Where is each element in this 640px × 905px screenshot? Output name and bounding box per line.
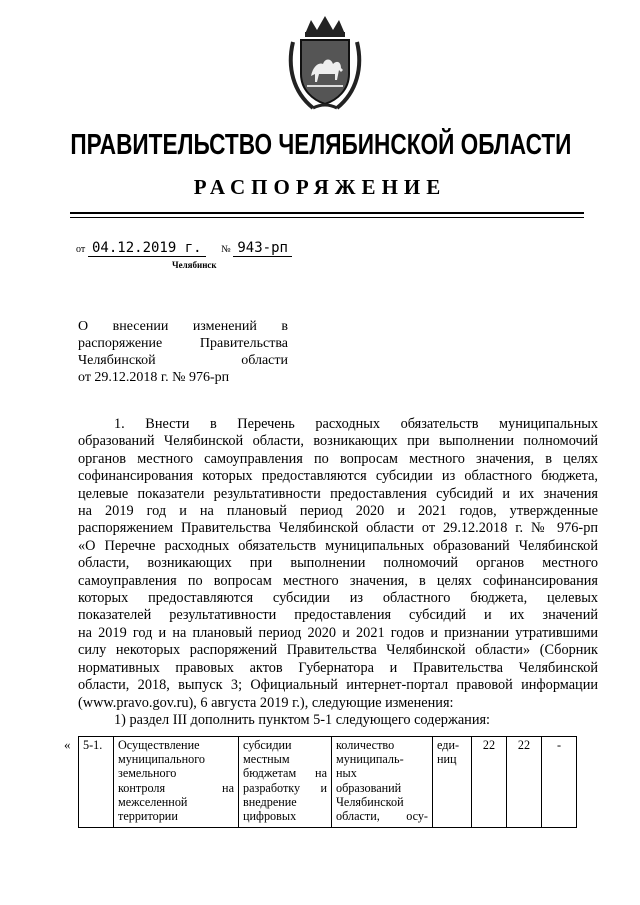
body-line: силу некоторых распоряжений Правительства Челябинской области» (Сборник bbox=[78, 642, 598, 659]
body-line: софинансирования которых предоставляются субсидии из областного бюджета, bbox=[78, 468, 598, 485]
document-type-title: РАСПОРЯЖЕНИЕ bbox=[193, 175, 447, 199]
document-date: 04.12.2019 г. bbox=[88, 241, 206, 257]
cell-value-2019: 22 bbox=[472, 737, 507, 828]
body-line: целевые показатели результативности предоставления субсидий и их значения bbox=[78, 485, 598, 502]
table-row bbox=[79, 737, 577, 828]
cell-number: 5-1. bbox=[79, 737, 114, 828]
body-line: самоуправления по вопросам местного значения, в целях софинансирования bbox=[78, 572, 598, 589]
body-line: области, 2018, выпуск 3; Официальный интернет-портал правовой информации bbox=[78, 677, 598, 694]
cell-subsidy: субсидии местным бюджетам на разработку и внедрение цифровых bbox=[239, 737, 332, 828]
body-line: «О Перечне расходных обязательств муниципальных образований Челябинской bbox=[78, 537, 598, 554]
body-text bbox=[78, 416, 598, 729]
subject-line: Челябинской области bbox=[78, 353, 288, 368]
body-line: 1) раздел III дополнить пунктом 5-1 следующего содержания: bbox=[114, 711, 491, 728]
body-line: на 2019 год и на плановый период 2020 и 2021 годов, утвержденные bbox=[78, 503, 598, 520]
body-line: 1. Внести в Перечень расходных обязательств муниципальных bbox=[114, 416, 598, 432]
body-line: органов местного самоуправления по вопросам местного значения, в целях bbox=[78, 450, 598, 467]
subject-line: О внесении изменений в bbox=[78, 319, 288, 334]
body-line: распоряжением Правительства Челябинской области от 29.12.2018 г. № 976-рп bbox=[78, 520, 598, 537]
cell-obligation: Осуществление муниципального земельного контроля на межселенной территории bbox=[114, 737, 239, 828]
amendment-table bbox=[78, 736, 577, 828]
body-line: нормативных правовых актов Губернатора и Правительства Челябинской bbox=[78, 659, 598, 676]
body-line: которых предоставляются субсидии из областного бюджета, целевых bbox=[78, 590, 598, 607]
body-line: показателей результативности предоставления субсидий и их значений bbox=[78, 607, 598, 624]
city-name: Челябинск bbox=[172, 260, 217, 270]
header-rule-thick bbox=[70, 212, 584, 214]
body-line: на 2019 год и на плановый период 2020 и 2021 годов и признании утратившими bbox=[78, 624, 598, 641]
body-line: области, возникающих при выполнении полномочий органов местного bbox=[78, 555, 598, 572]
date-label: от bbox=[76, 244, 86, 255]
subject-line: распоряжение Правительства bbox=[78, 336, 288, 351]
number-label: № bbox=[221, 244, 231, 255]
subject-block bbox=[78, 318, 288, 386]
cell-value-2021: - bbox=[542, 737, 577, 828]
cell-unit: еди- ниц bbox=[433, 737, 472, 828]
cell-indicator: количество муниципаль- ных образований Челябинской области, осу- bbox=[332, 737, 433, 828]
government-title: ПРАВИТЕЛЬСТВО ЧЕЛЯБИНСКОЙ ОБЛАСТИ bbox=[70, 129, 572, 161]
body-line: (www.pravo.gov.ru), 6 августа 2019 г.), следующие изменения: bbox=[78, 694, 454, 711]
document-number: 943-рп bbox=[233, 241, 292, 257]
body-line: образований Челябинской области, возникающих при выполнении полномочий bbox=[78, 433, 598, 450]
cell-value-2020: 22 bbox=[507, 737, 542, 828]
date-number-row bbox=[76, 241, 292, 257]
subject-line: от 29.12.2018 г. № 976-рп bbox=[78, 370, 230, 385]
opening-quote: « bbox=[64, 737, 71, 752]
header-rule-thin bbox=[70, 217, 584, 218]
coat-of-arms-icon bbox=[283, 12, 367, 112]
